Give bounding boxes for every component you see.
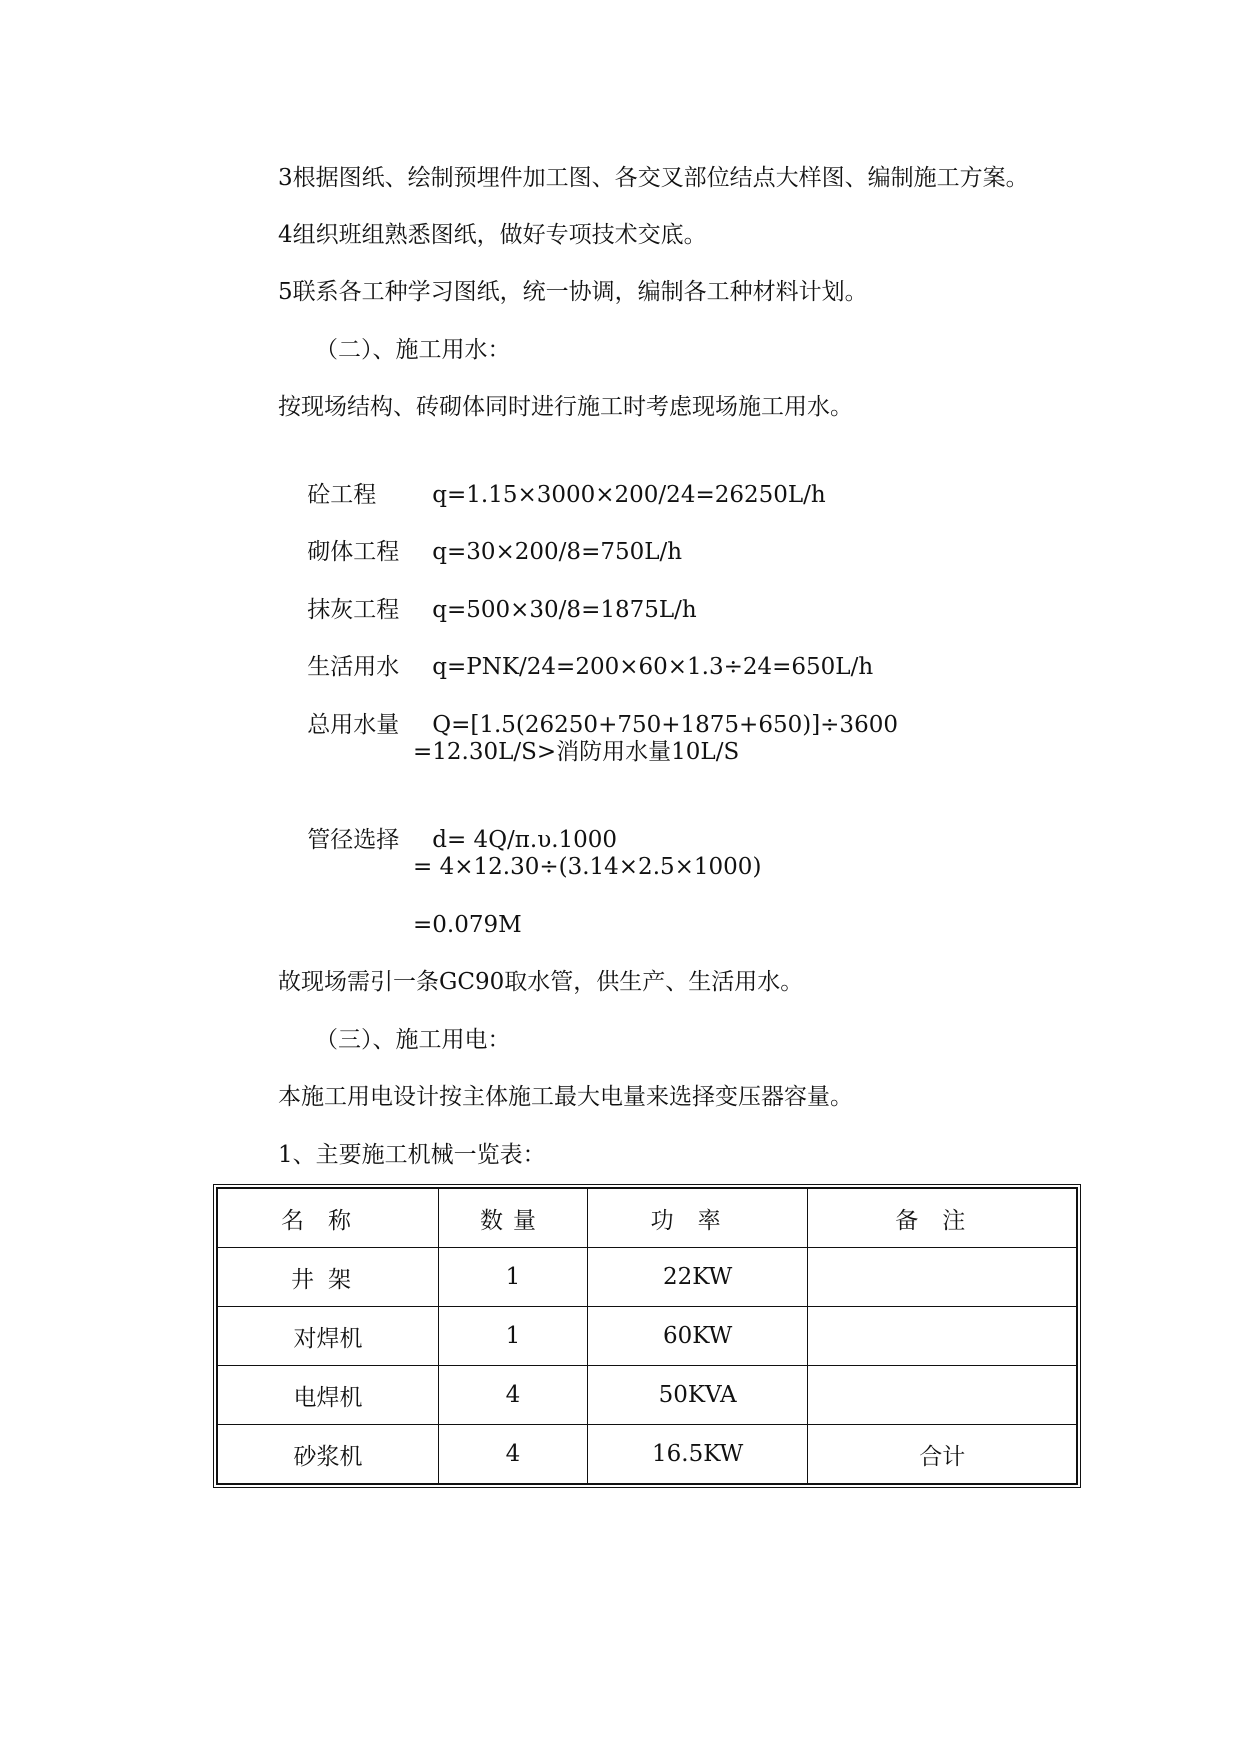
table-row bbox=[217, 1425, 1077, 1485]
name-cell: 对焊机 bbox=[217, 1307, 439, 1366]
remark-cell: 合计 bbox=[808, 1425, 1077, 1485]
power-cell: 50KVA bbox=[587, 1366, 808, 1425]
calc-label: 抹灰工程 bbox=[307, 597, 400, 623]
calc-label: 总用水量 bbox=[307, 712, 400, 738]
name-cell: 砂浆机 bbox=[217, 1425, 439, 1485]
pipe-result: =0.079M bbox=[413, 912, 522, 938]
calc-formula: q=500×30/8=1875L/h bbox=[432, 597, 697, 623]
calc-label: 砼工程 bbox=[307, 482, 377, 508]
calc-formula: Q=[1.5(26250+750+1875+650)]÷3600 bbox=[432, 712, 898, 738]
table-header-row bbox=[217, 1188, 1077, 1248]
item-4: 4组织班组熟悉图纸，做好专项技术交底。 bbox=[278, 222, 707, 248]
table-title: 1、主要施工机械一览表： bbox=[278, 1142, 546, 1168]
header-cell: 名称 bbox=[217, 1188, 439, 1248]
header-cell: 数量 bbox=[439, 1188, 588, 1248]
section-2-heading: （二）、施工用水： bbox=[315, 337, 511, 363]
power-cell: 22KW bbox=[587, 1248, 808, 1307]
power-cell: 16.5KW bbox=[587, 1425, 808, 1485]
table-row bbox=[217, 1307, 1077, 1366]
calc-formula: q=30×200/8=750L/h bbox=[432, 539, 683, 565]
pipe-formula: d= 4Q/π.υ.1000 bbox=[432, 827, 618, 853]
section-3-intro: 本施工用电设计按主体施工最大电量来选择变压器容量。 bbox=[278, 1084, 853, 1110]
name-cell: 电焊机 bbox=[217, 1366, 439, 1425]
section-2-intro: 按现场结构、砖砌体同时进行施工时考虑现场施工用水。 bbox=[278, 394, 853, 420]
calc-formula: q=PNK/24=200×60×1.3÷24=650L/h bbox=[432, 654, 874, 680]
conclusion: 故现场需引一条GC90取水管，供生产、生活用水。 bbox=[278, 969, 804, 995]
remark-cell bbox=[808, 1248, 1077, 1307]
total-result: =12.30L/S>消防用水量10L/S bbox=[413, 739, 740, 765]
table-row bbox=[217, 1248, 1077, 1307]
table-row bbox=[217, 1366, 1077, 1425]
quantity-cell: 1 bbox=[439, 1248, 588, 1307]
pipe-step: = 4×12.30÷(3.14×2.5×1000) bbox=[413, 854, 762, 880]
quantity-cell: 1 bbox=[439, 1307, 588, 1366]
calc-label: 砌体工程 bbox=[307, 539, 400, 565]
header-cell: 功率 bbox=[587, 1188, 808, 1248]
quantity-cell: 4 bbox=[439, 1425, 588, 1485]
quantity-cell: 4 bbox=[439, 1366, 588, 1425]
calc-label: 生活用水 bbox=[307, 654, 400, 680]
item-5: 5联系各工种学习图纸，统一协调，编制各工种材料计划。 bbox=[278, 279, 868, 305]
power-cell: 60KW bbox=[587, 1307, 808, 1366]
remark-cell bbox=[808, 1366, 1077, 1425]
item-3: 3根据图纸、绘制预埋件加工图、各交叉部位结点大样图、编制施工方案。 bbox=[278, 165, 1029, 191]
header-cell: 备注 bbox=[808, 1188, 1077, 1248]
pipe-label: 管径选择 bbox=[307, 827, 400, 853]
name-cell: 井架 bbox=[217, 1248, 439, 1307]
calc-formula: q=1.15×3000×200/24=26250L/h bbox=[432, 482, 826, 508]
section-3-heading: （三）、施工用电： bbox=[315, 1027, 511, 1053]
remark-cell bbox=[808, 1307, 1077, 1366]
machinery-table bbox=[216, 1187, 1078, 1485]
